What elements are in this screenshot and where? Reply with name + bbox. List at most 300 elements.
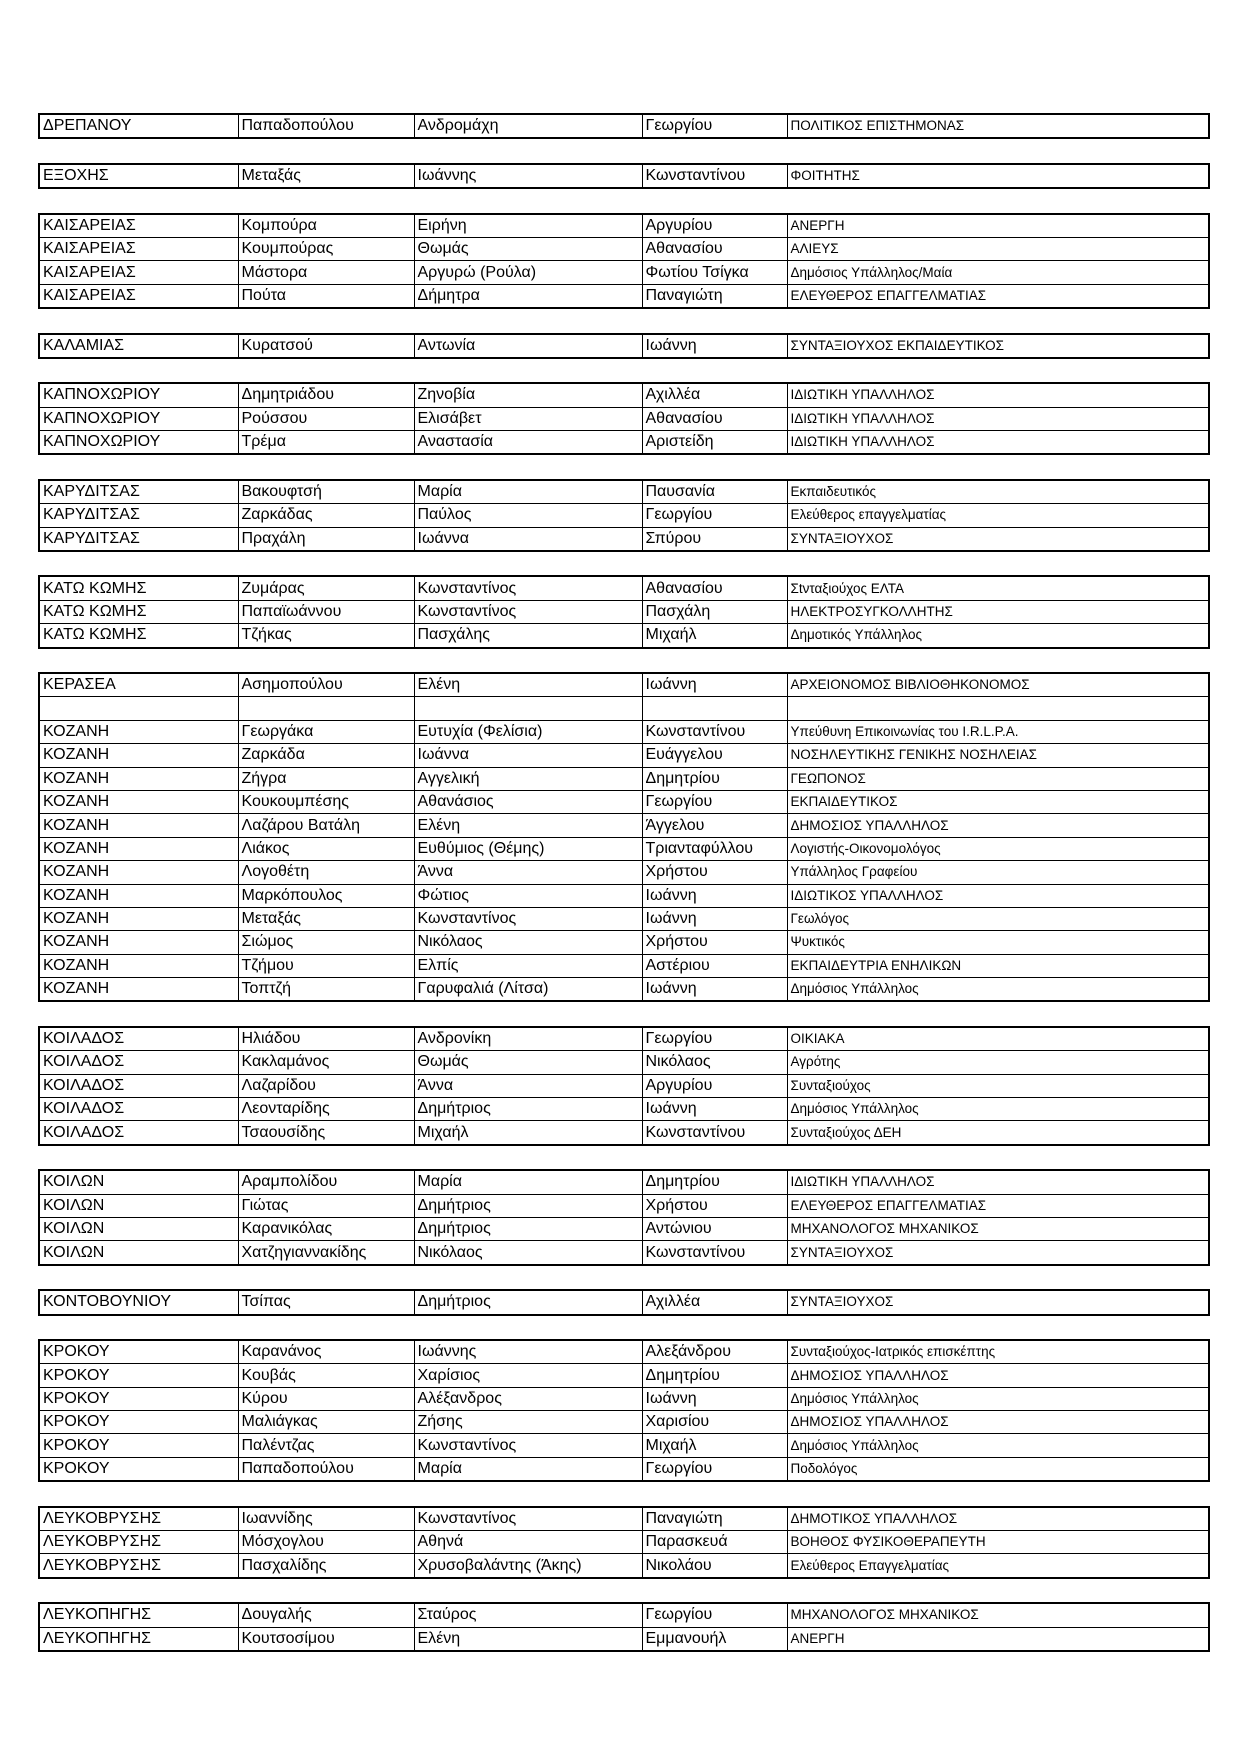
surname-cell: Δημητριάδου (238, 383, 414, 407)
first-name-cell: Κωνσταντίνος (414, 1507, 642, 1531)
surname-cell: Ζυμάρας (238, 576, 414, 600)
first-name-cell: Θωμάς (414, 1051, 642, 1074)
surname-cell: Παπαδοπούλου (238, 1457, 414, 1481)
region-cell: ΛΕΥΚΟΒΡΥΣΗΣ (39, 1507, 238, 1531)
record-group (38, 1602, 1208, 1652)
father-name-cell: Ιωάννη (642, 884, 787, 907)
surname-cell: Κουμπούρας (238, 237, 414, 260)
father-name-cell: Γεωργίου (642, 504, 787, 527)
table-row (39, 767, 1209, 790)
profession-cell: Υπάλληλος Γραφείου (787, 861, 1209, 884)
first-name-cell: Χρυσοβαλάντης (Άκης) (414, 1554, 642, 1578)
region-cell: ΚΟΖΑΝΗ (39, 744, 238, 767)
first-name-cell: Πασχάλης (414, 624, 642, 648)
profession-cell: Υπεύθυνη Επικοινωνίας του I.R.L.P.A. (787, 720, 1209, 743)
region-cell: ΚΡΟΚΟΥ (39, 1364, 238, 1387)
surname-cell: Λεονταρίδης (238, 1098, 414, 1121)
surname-cell: Μεταξάς (238, 164, 414, 188)
region-cell: ΛΕΥΚΟΒΡΥΣΗΣ (39, 1531, 238, 1554)
region-cell: ΚΟΖΑΝΗ (39, 861, 238, 884)
father-name-cell: Άγγελου (642, 814, 787, 837)
profession-cell: Ψυκτικός (787, 931, 1209, 954)
profession-cell: ΙΔΙΩΤΙΚΗ ΥΠΑΛΛΗΛΟΣ (787, 407, 1209, 430)
father-name-cell: Πασχάλη (642, 600, 787, 623)
profession-cell: ΗΛΕΚΤΡΟΣΥΓΚΟΛΛΗΤΗΣ (787, 600, 1209, 623)
region-cell: ΚΑΡΥΔΙΤΣΑΣ (39, 527, 238, 551)
region-cell: ΚΟΖΑΝΗ (39, 720, 238, 743)
first-name-cell: Ελισάβετ (414, 407, 642, 430)
first-name-cell: Ιωάννης (414, 164, 642, 188)
father-name-cell: Δημητρίου (642, 1364, 787, 1387)
father-name-cell: Ιωάννη (642, 907, 787, 930)
first-name-cell (414, 697, 642, 720)
first-name-cell: Κωνσταντίνος (414, 600, 642, 623)
profession-cell: ΙΔΙΩΤΙΚΗ ΥΠΑΛΛΗΛΟΣ (787, 431, 1209, 455)
record-group (38, 163, 1208, 189)
surname-cell: Παλέντζας (238, 1434, 414, 1457)
father-name-cell: Παυσανία (642, 480, 787, 504)
surname-cell: Κύρου (238, 1387, 414, 1410)
region-cell: ΚΑΤΩ ΚΩΜΗΣ (39, 576, 238, 600)
table-row (39, 284, 1209, 308)
first-name-cell: Νικόλαος (414, 931, 642, 954)
region-cell: ΚΑΤΩ ΚΩΜΗΣ (39, 624, 238, 648)
region-cell: ΚΟΖΑΝΗ (39, 837, 238, 860)
first-name-cell: Νικόλαος (414, 1241, 642, 1265)
profession-cell: Συνταξιούχος-Ιατρικός επισκέπτης (787, 1340, 1209, 1364)
region-cell: ΚΑΙΣΑΡΕΙΑΣ (39, 237, 238, 260)
table-row (39, 907, 1209, 930)
surname-cell: Χατζηγιαννακίδης (238, 1241, 414, 1265)
region-cell: ΚΑΠΝΟΧΩΡΙΟΥ (39, 383, 238, 407)
surname-cell: Λιάκος (238, 837, 414, 860)
table-row (39, 1027, 1209, 1051)
profession-cell: Σtνταξιούχος ΕΛΤΑ (787, 576, 1209, 600)
region-cell: ΚΟΙΛΩΝ (39, 1241, 238, 1265)
record-table (38, 575, 1210, 648)
region-cell: ΚΟΖΑΝΗ (39, 767, 238, 790)
table-row (39, 837, 1209, 860)
father-name-cell: Δημητρίου (642, 1170, 787, 1194)
father-name-cell: Εμμανουήλ (642, 1627, 787, 1651)
region-cell: ΚΡΟΚΟΥ (39, 1340, 238, 1364)
father-name-cell: Γεωργίου (642, 790, 787, 813)
table-row (39, 114, 1209, 138)
table-row (39, 214, 1209, 238)
table-row (39, 1603, 1209, 1627)
first-name-cell: Μαρία (414, 1457, 642, 1481)
region-cell: ΚΟΝΤΟΒΟΥΝΙΟΥ (39, 1290, 238, 1314)
father-name-cell: Αθανασίου (642, 237, 787, 260)
region-cell (39, 697, 238, 720)
table-row (39, 1627, 1209, 1651)
table-row (39, 1121, 1209, 1145)
father-name-cell: Γεωργίου (642, 1027, 787, 1051)
region-cell: ΚΟΙΛΑΔΟΣ (39, 1074, 238, 1097)
record-group (38, 213, 1208, 310)
surname-cell: Ηλιάδου (238, 1027, 414, 1051)
father-name-cell: Αριστείδη (642, 431, 787, 455)
first-name-cell: Θωμάς (414, 237, 642, 260)
profession-cell: ΕΚΠΑΙΔΕΥΤΙΚΟΣ (787, 790, 1209, 813)
first-name-cell: Αντωνία (414, 334, 642, 358)
profession-cell: ΟΙΚΙΑΚΑ (787, 1027, 1209, 1051)
surname-cell: Κουκουμπέσης (238, 790, 414, 813)
first-name-cell: Δημήτριος (414, 1098, 642, 1121)
table-row (39, 1387, 1209, 1410)
table-row (39, 1531, 1209, 1554)
table-row (39, 1340, 1209, 1364)
region-cell: ΚΟΖΑΝΗ (39, 931, 238, 954)
father-name-cell: Νικόλαος (642, 1051, 787, 1074)
region-cell: ΚΑΛΑΜΙΑΣ (39, 334, 238, 358)
region-cell: ΚΟΙΛΑΔΟΣ (39, 1098, 238, 1121)
first-name-cell: Ελένη (414, 1627, 642, 1651)
first-name-cell: Ανδρονίκη (414, 1027, 642, 1051)
father-name-cell: Αργυρίου (642, 1074, 787, 1097)
table-row (39, 237, 1209, 260)
table-row (39, 1457, 1209, 1481)
surname-cell: Ασημοπούλου (238, 673, 414, 697)
father-name-cell: Ιωάννη (642, 673, 787, 697)
first-name-cell: Αθανάσιος (414, 790, 642, 813)
table-row (39, 334, 1209, 358)
record-table (38, 333, 1210, 359)
region-cell: ΚΟΙΛΑΔΟΣ (39, 1121, 238, 1145)
father-name-cell: Ευάγγελου (642, 744, 787, 767)
record-group (38, 333, 1208, 359)
surname-cell: Κουτσοσίμου (238, 1627, 414, 1651)
region-cell: ΚΡΟΚΟΥ (39, 1434, 238, 1457)
table-row (39, 1098, 1209, 1121)
first-name-cell: Ειρήνη (414, 214, 642, 238)
profession-cell: ΦΟΙΤΗΤΗΣ (787, 164, 1209, 188)
profession-cell: ΑΡΧΕΙΟΝΟΜΟΣ ΒΙΒΛΙΟΘΗΚΟΝΟΜΟΣ (787, 673, 1209, 697)
table-row (39, 480, 1209, 504)
profession-cell: Δημόσιος Υπάλληλος/Μαία (787, 261, 1209, 284)
first-name-cell: Ζήσης (414, 1411, 642, 1434)
father-name-cell: Αστέριου (642, 954, 787, 977)
surname-cell: Τρέμα (238, 431, 414, 455)
surname-cell: Τσαουσίδης (238, 1121, 414, 1145)
region-cell: ΚΑΙΣΑΡΕΙΑΣ (39, 214, 238, 238)
region-cell: ΚΟΙΛΩΝ (39, 1170, 238, 1194)
table-row (39, 790, 1209, 813)
surname-cell: Λογοθέτη (238, 861, 414, 884)
surname-cell: Ζαρκάδα (238, 744, 414, 767)
surname-cell: Σιώμος (238, 931, 414, 954)
surname-cell: Μόσχογλου (238, 1531, 414, 1554)
profession-cell: Ποδολόγος (787, 1457, 1209, 1481)
record-table (38, 1026, 1210, 1146)
record-group (38, 1506, 1208, 1579)
region-cell: ΛΕΥΚΟΠΗΓΗΣ (39, 1603, 238, 1627)
record-table (38, 1602, 1210, 1652)
profession-cell: ΜΗΧΑΝΟΛΟΓΟΣ ΜΗΧΑΝΙΚΟΣ (787, 1603, 1209, 1627)
profession-cell: ΠΟΛΙΤΙΚΟΣ ΕΠΙΣΤΗΜΟΝΑΣ (787, 114, 1209, 138)
region-cell: ΚΟΖΑΝΗ (39, 978, 238, 1002)
record-table (38, 163, 1210, 189)
table-row (39, 1411, 1209, 1434)
table-row (39, 1290, 1209, 1314)
surname-cell: Αραμπολίδου (238, 1170, 414, 1194)
profession-cell: ΣΥΝΤΑΞΙΟΥΧΟΣ (787, 1290, 1209, 1314)
profession-cell: ΑΝΕΡΓΗ (787, 1627, 1209, 1651)
region-cell: ΚΟΖΑΝΗ (39, 954, 238, 977)
surname-cell: Παπαδοπούλου (238, 114, 414, 138)
region-cell: ΚΟΙΛΑΔΟΣ (39, 1027, 238, 1051)
table-row (39, 954, 1209, 977)
first-name-cell: Κωνσταντίνος (414, 576, 642, 600)
father-name-cell: Νικολάου (642, 1554, 787, 1578)
table-row (39, 931, 1209, 954)
profession-cell (787, 697, 1209, 720)
record-table (38, 113, 1210, 139)
table-row (39, 407, 1209, 430)
first-name-cell: Ευτυχία (Φελίσια) (414, 720, 642, 743)
region-cell: ΚΑΡΥΔΙΤΣΑΣ (39, 504, 238, 527)
table-row (39, 1074, 1209, 1097)
region-cell: ΚΟΙΛΩΝ (39, 1194, 238, 1217)
first-name-cell: Ιωάννης (414, 1340, 642, 1364)
profession-cell: Λογιστής-Οικονομολόγος (787, 837, 1209, 860)
table-row (39, 1434, 1209, 1457)
surname-cell: Τοπτζή (238, 978, 414, 1002)
first-name-cell: Δημήτριος (414, 1290, 642, 1314)
surname-cell: Τζήμου (238, 954, 414, 977)
father-name-cell: Αχιλλέα (642, 383, 787, 407)
surname-cell: Καρανικόλας (238, 1217, 414, 1240)
table-row (39, 576, 1209, 600)
profession-cell: Δημόσιος Υπάλληλος (787, 978, 1209, 1002)
surname-cell (238, 697, 414, 720)
first-name-cell: Ευθύμιος (Θέμης) (414, 837, 642, 860)
profession-cell: ΓΕΩΠΟΝΟΣ (787, 767, 1209, 790)
father-name-cell: Γεωργίου (642, 1457, 787, 1481)
first-name-cell: Άννα (414, 861, 642, 884)
profession-cell: ΑΛΙΕΥΣ (787, 237, 1209, 260)
profession-cell: ΝΟΣΗΛΕΥΤΙΚΗΣ ΓΕΝΙΚΗΣ ΝΟΣΗΛΕΙΑΣ (787, 744, 1209, 767)
table-row (39, 720, 1209, 743)
region-cell: ΚΟΙΛΩΝ (39, 1217, 238, 1240)
father-name-cell: Χρήστου (642, 931, 787, 954)
father-name-cell: Ιωάννη (642, 1098, 787, 1121)
record-table (38, 213, 1210, 310)
father-name-cell: Μιχαήλ (642, 1434, 787, 1457)
profession-cell: Εκπαιδευτικός (787, 480, 1209, 504)
father-name-cell: Κωνσταντίνου (642, 720, 787, 743)
first-name-cell: Ζηνοβία (414, 383, 642, 407)
table-row (39, 527, 1209, 551)
record-group (38, 1339, 1208, 1482)
profession-cell: Δημόσιος Υπάλληλος (787, 1387, 1209, 1410)
table-row (39, 600, 1209, 623)
profession-cell: ΔΗΜΟΣΙΟΣ ΥΠΑΛΛΗΛΟΣ (787, 814, 1209, 837)
profession-cell: ΕΚΠΑΙΔΕΥΤΡΙΑ ΕΝΗΛΙΚΩΝ (787, 954, 1209, 977)
first-name-cell: Αναστασία (414, 431, 642, 455)
record-group (38, 382, 1208, 455)
first-name-cell: Δημήτριος (414, 1217, 642, 1240)
first-name-cell: Ελπίς (414, 954, 642, 977)
profession-cell: ΔΗΜΟΣΙΟΣ ΥΠΑΛΛΗΛΟΣ (787, 1364, 1209, 1387)
first-name-cell: Ελένη (414, 673, 642, 697)
profession-cell: Γεωλόγος (787, 907, 1209, 930)
father-name-cell: Δημητρίου (642, 767, 787, 790)
surname-cell: Μεταξάς (238, 907, 414, 930)
region-cell: ΛΕΥΚΟΒΡΥΣΗΣ (39, 1554, 238, 1578)
region-cell: ΚΟΖΑΝΗ (39, 814, 238, 837)
surname-cell: Πραχάλη (238, 527, 414, 551)
first-name-cell: Κωνσταντίνος (414, 1434, 642, 1457)
table-row (39, 164, 1209, 188)
first-name-cell: Άννα (414, 1074, 642, 1097)
profession-cell: ΣΥΝΤΑΞΙΟΥΧΟΣ (787, 527, 1209, 551)
first-name-cell: Ελένη (414, 814, 642, 837)
father-name-cell: Κωνσταντίνου (642, 164, 787, 188)
region-cell: ΛΕΥΚΟΠΗΓΗΣ (39, 1627, 238, 1651)
profession-cell: ΣΥΝΤΑΞΙΟΥΧΟΣ ΕΚΠΑΙΔΕΥΤΙΚΟΣ (787, 334, 1209, 358)
table-row (39, 1217, 1209, 1240)
record-table (38, 1289, 1210, 1315)
profession-cell: Δημόσιος Υπάλληλος (787, 1434, 1209, 1457)
surname-cell: Ζαρκάδας (238, 504, 414, 527)
profession-cell: Δημοτικός Υπάλληλος (787, 624, 1209, 648)
profession-cell: ΣΥΝΤΑΞΙΟΥΧΟΣ (787, 1241, 1209, 1265)
region-cell: ΚΡΟΚΟΥ (39, 1457, 238, 1481)
profession-cell: Συνταξιούχος (787, 1074, 1209, 1097)
profession-cell: ΔΗΜΟΤΙΚΟΣ ΥΠΑΛΛΗΛΟΣ (787, 1507, 1209, 1531)
first-name-cell: Μιχαήλ (414, 1121, 642, 1145)
father-name-cell: Χαρισίου (642, 1411, 787, 1434)
surname-cell: Γεωργάκα (238, 720, 414, 743)
surname-cell: Πασχαλίδης (238, 1554, 414, 1578)
surname-cell: Καρανάνος (238, 1340, 414, 1364)
record-table (38, 382, 1210, 455)
region-cell: ΚΑΠΝΟΧΩΡΙΟΥ (39, 407, 238, 430)
region-cell: ΚΡΟΚΟΥ (39, 1411, 238, 1434)
first-name-cell: Αργυρώ (Ρούλα) (414, 261, 642, 284)
father-name-cell: Κωνσταντίνου (642, 1241, 787, 1265)
surname-cell: Ιωαννίδης (238, 1507, 414, 1531)
surname-cell: Παπαϊωάννου (238, 600, 414, 623)
father-name-cell: Αργυρίου (642, 214, 787, 238)
table-row (39, 1241, 1209, 1265)
surname-cell: Κακλαμάνος (238, 1051, 414, 1074)
surname-cell: Τσίπας (238, 1290, 414, 1314)
profession-cell: ΜΗΧΑΝΟΛΟΓΟΣ ΜΗΧΑΝΙΚΟΣ (787, 1217, 1209, 1240)
profession-cell: Δημόσιος Υπάλληλος (787, 1098, 1209, 1121)
profession-cell: ΒΟΗΘΟΣ ΦΥΣΙΚΟΘΕΡΑΠΕΥΤΗ (787, 1531, 1209, 1554)
region-cell: ΚΕΡΑΣΕΑ (39, 673, 238, 697)
region-cell: ΚΑΤΩ ΚΩΜΗΣ (39, 600, 238, 623)
profession-cell: Ελεύθερος Επαγγελματίας (787, 1554, 1209, 1578)
father-name-cell: Τριανταφύλλου (642, 837, 787, 860)
father-name-cell: Παναγιώτη (642, 1507, 787, 1531)
table-row (39, 261, 1209, 284)
record-table (38, 1169, 1210, 1266)
surname-cell: Γιώτας (238, 1194, 414, 1217)
first-name-cell: Ιωάννα (414, 527, 642, 551)
father-name-cell: Αχιλλέα (642, 1290, 787, 1314)
surname-cell: Τζήκας (238, 624, 414, 648)
first-name-cell: Παύλος (414, 504, 642, 527)
first-name-cell: Κωνσταντίνος (414, 907, 642, 930)
record-table (38, 479, 1210, 552)
table-row (39, 1554, 1209, 1578)
surname-cell: Μάστορα (238, 261, 414, 284)
father-name-cell: Ιωάννη (642, 334, 787, 358)
first-name-cell: Δήμητρα (414, 284, 642, 308)
region-cell: ΚΑΙΣΑΡΕΙΑΣ (39, 261, 238, 284)
surname-cell: Ρούσσου (238, 407, 414, 430)
first-name-cell: Αγγελική (414, 767, 642, 790)
father-name-cell: Αθανασίου (642, 407, 787, 430)
spreadsheet-page (38, 113, 1208, 1675)
table-row (39, 1170, 1209, 1194)
record-group (38, 1169, 1208, 1266)
table-row (39, 814, 1209, 837)
first-name-cell: Γαρυφαλιά (Λίτσα) (414, 978, 642, 1002)
record-table (38, 672, 1210, 1002)
table-row (39, 383, 1209, 407)
region-cell: ΚΡΟΚΟΥ (39, 1387, 238, 1410)
first-name-cell: Αθηνά (414, 1531, 642, 1554)
surname-cell: Κυρατσού (238, 334, 414, 358)
first-name-cell: Φώτιος (414, 884, 642, 907)
profession-cell: Αγρότης (787, 1051, 1209, 1074)
table-row (39, 884, 1209, 907)
record-group (38, 113, 1208, 139)
surname-cell: Πούτα (238, 284, 414, 308)
table-row (39, 744, 1209, 767)
region-cell: ΚΑΡΥΔΙΤΣΑΣ (39, 480, 238, 504)
region-cell: ΚΑΙΣΑΡΕΙΑΣ (39, 284, 238, 308)
region-cell: ΔΡΕΠΑΝΟΥ (39, 114, 238, 138)
record-group (38, 1289, 1208, 1315)
surname-cell: Κομπούρα (238, 214, 414, 238)
first-name-cell: Μαρία (414, 480, 642, 504)
profession-cell: ΔΗΜΟΣΙΟΣ ΥΠΑΛΛΗΛΟΣ (787, 1411, 1209, 1434)
table-row (39, 504, 1209, 527)
record-group (38, 1026, 1208, 1146)
father-name-cell: Χρήστου (642, 861, 787, 884)
first-name-cell: Αλέξανδρος (414, 1387, 642, 1410)
father-name-cell: Γεωργίου (642, 1603, 787, 1627)
surname-cell: Κουβάς (238, 1364, 414, 1387)
first-name-cell: Μαρία (414, 1170, 642, 1194)
region-cell: ΚΟΙΛΑΔΟΣ (39, 1051, 238, 1074)
profession-cell: ΑΝΕΡΓΗ (787, 214, 1209, 238)
profession-cell: Ελεύθερος επαγγελματίας (787, 504, 1209, 527)
profession-cell: ΙΔΙΩΤΙΚΗ ΥΠΑΛΛΗΛΟΣ (787, 383, 1209, 407)
surname-cell: Βακουφτσή (238, 480, 414, 504)
father-name-cell: Αντώνιου (642, 1217, 787, 1240)
table-row (39, 673, 1209, 697)
region-cell: ΚΟΖΑΝΗ (39, 884, 238, 907)
first-name-cell: Δημήτριος (414, 1194, 642, 1217)
father-name-cell: Αθανασίου (642, 576, 787, 600)
record-group (38, 672, 1208, 1002)
surname-cell: Λαζάρου Βατάλη (238, 814, 414, 837)
table-row (39, 1194, 1209, 1217)
profession-cell: ΕΛΕΥΘΕΡΟΣ ΕΠΑΓΓΕΛΜΑΤΙΑΣ (787, 1194, 1209, 1217)
record-table (38, 1506, 1210, 1579)
surname-cell: Λαζαρίδου (238, 1074, 414, 1097)
father-name-cell: Χρήστου (642, 1194, 787, 1217)
surname-cell: Μαλιάγκας (238, 1411, 414, 1434)
first-name-cell: Ιωάννα (414, 744, 642, 767)
table-row (39, 1507, 1209, 1531)
